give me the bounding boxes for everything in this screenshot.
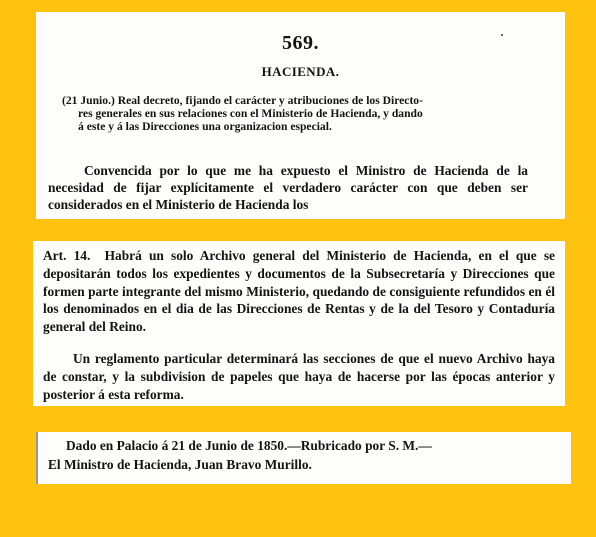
page-header-excerpt xyxy=(36,12,565,219)
summary-line-1: Real decreto, fijando el carácter y atribuciones de los Directo- xyxy=(117,94,423,107)
summary-line-2: res generales en sus relaciones con el Ministerio de Hacienda, y dando xyxy=(78,107,423,120)
article-text: Habrá un solo Archivo general del Ministerio de Hacienda, en el que se depositarán todos los expedientes y documentos de la Subsecretaría y Direcciones que formen parte integrante del mismo Ministerio, quedando de consiguiente refundidos en él los denominados en el dia de las Direcciones de Rentas y de la del Tesoro y Contaduría general del Reino. xyxy=(43,248,555,335)
article-paragraph-2: Un reglamento particular determinará las secciones de que el nuevo Archivo haya de constar, y la subdivision de papeles que haya de hacerse por las épocas anterior y posterior á esta reforma. xyxy=(43,351,555,402)
summary-line-3: á este y á las Direcciones una organizacion especial. xyxy=(78,120,332,133)
page-number: 569. xyxy=(282,32,319,54)
decree-summary xyxy=(62,94,532,133)
signature-excerpt xyxy=(36,432,571,484)
article-excerpt xyxy=(33,241,565,406)
signature-line-1: Dado en Palacio á 21 de Junio de 1850.—Rubricado por S. M.— xyxy=(66,438,432,453)
ministry-heading: HACIENDA. xyxy=(261,64,340,79)
signature-block xyxy=(48,437,548,474)
article-label: Art. 14. xyxy=(43,248,91,263)
decree-body-text: Convencida por lo que me ha expuesto el Ministro de Hacienda de la necesidad de fijar explícitamente el verdadero carácter con que deben ser considerados en el Ministerio de Hacienda los xyxy=(48,163,528,212)
signature-line-2: El Ministro de Hacienda, Juan Bravo Murillo. xyxy=(48,456,312,472)
article-14 xyxy=(43,247,555,336)
summary-date: (21 Junio.) xyxy=(62,94,115,107)
scan-edge xyxy=(36,432,38,484)
ink-speck xyxy=(501,34,503,36)
